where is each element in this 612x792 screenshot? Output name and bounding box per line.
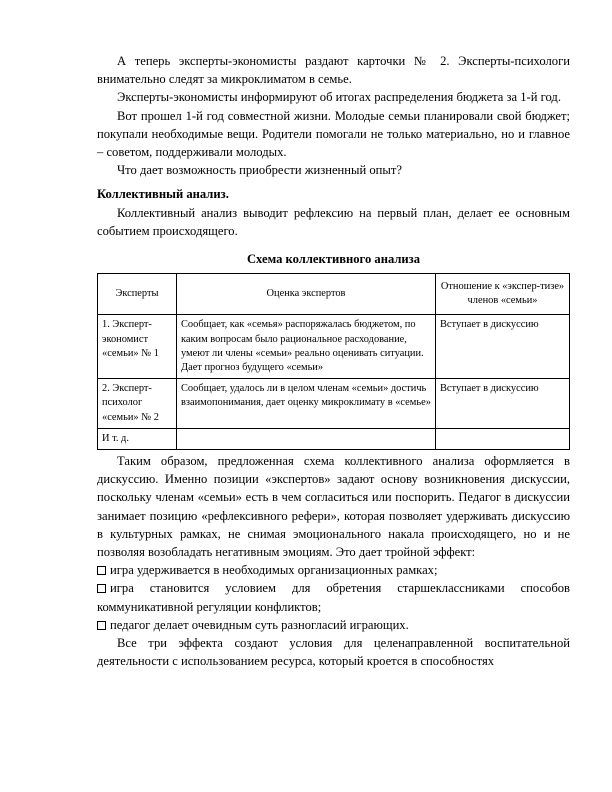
bullet-item	[97, 579, 570, 615]
bullet-item	[97, 561, 570, 579]
table-cell-assessment	[177, 428, 436, 449]
table-header-assessment: Оценка экспертов	[177, 274, 436, 315]
section-heading: Коллективный анализ.	[97, 187, 229, 202]
section-paragraph: Коллективный анализ выводит рефлексию на первый план, делает ее основным событием происходящего.	[97, 205, 570, 238]
document-page	[97, 52, 570, 671]
paragraph-question: Что дает возможность приобрести жизненный опыт?	[117, 163, 402, 178]
table-header-experts: Эксперты	[98, 274, 177, 315]
table-cell-expert: 1. Эксперт-экономист «семьи» № 1	[98, 315, 177, 379]
paragraph-budget-results: Эксперты-экономисты информируют об итогах распределения бюджета за 1-й год.	[117, 90, 561, 105]
bullet-text: игра удерживается в необходимых организационных рамках;	[110, 563, 438, 578]
table-cell-expert: И т. д.	[98, 428, 177, 449]
table-header-relation: Отношение к «экспер-тизе» членов «семьи»	[436, 274, 570, 315]
table-header-row	[98, 274, 570, 315]
analysis-table	[97, 273, 570, 450]
table-cell-assessment: Сообщает, удалось ли в целом членам «семьи» достичь взаимопонимания, дает оценку микроклимату в «семье»	[177, 379, 436, 429]
table-cell-assessment: Сообщает, как «семья» распоряжалась бюджетом, по каким вопросам было рациональное расходование, умеют ли члены «семьи» реально оценивать ситуации. Дает прогноз будущего «семьи»	[177, 315, 436, 379]
bullet-text: педагог делает очевидным суть разногласий играющих.	[110, 617, 409, 632]
table-cell-expert: 2. Эксперт-психолог «семьи» № 2	[98, 379, 177, 429]
bullet-item	[97, 616, 570, 634]
paragraph-experts-cards: А теперь эксперты-экономисты раздают карточки № 2. Эксперты-психологи внимательно следят за микроклиматом в семье.	[97, 54, 570, 87]
table-row	[98, 379, 570, 429]
checkbox-bullet-icon	[97, 584, 106, 593]
table-cell-relation: Вступает в дискуссию	[436, 315, 570, 379]
paragraph-after-table: Таким образом, предложенная схема коллективного анализа оформляется в дискуссию. Именно позиции «экспертов» задают основу возникновения дискуссии, поскольку членам «семьи» есть в чем согласиться или поспорить. Педагог в дискуссии занимает позицию «рефлексивного рефери», которая позволяет удерживать дискуссию в культурных рамках, не снимая эмоционального накала происходящего, но и не позволяя возобладать негативным эмоциям. Это дает тройной эффект:	[97, 454, 570, 560]
table-row	[98, 315, 570, 379]
table-cell-relation: Вступает в дискуссию	[436, 379, 570, 429]
table-title: Схема коллективного анализа	[246, 252, 421, 267]
table-row	[98, 428, 570, 449]
bullet-text: игра становится условием для обретения старшеклассниками способов коммуникативной регуляции конфликтов;	[97, 581, 570, 614]
paragraph-final: Все три эффекта создают условия для целенаправленной воспитательной деятельности с использованием ресурса, который кроется в способностях	[97, 636, 570, 669]
checkbox-bullet-icon	[97, 566, 106, 575]
table-cell-relation	[436, 428, 570, 449]
paragraph-first-year: Вот прошел 1-й год совместной жизни. Молодые семьи планировали свой бюджет; покупали необходимые вещи. Родители помогали не только материально, но и главное – советом, поддерживали молодых.	[97, 108, 570, 160]
checkbox-bullet-icon	[97, 621, 106, 630]
